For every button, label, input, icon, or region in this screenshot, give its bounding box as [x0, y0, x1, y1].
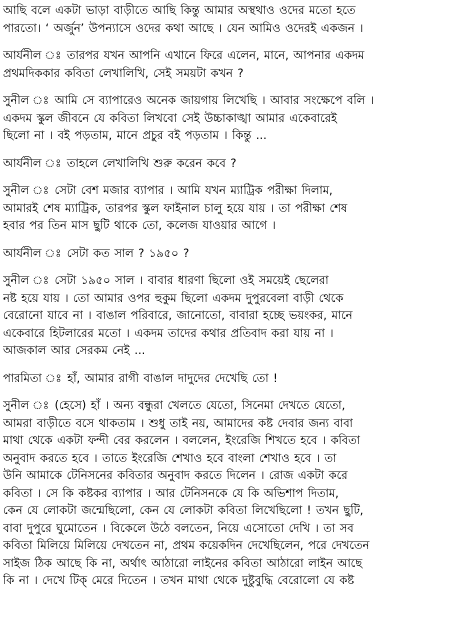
text-line: সুনীল ঃ আমি সে ব্যাপারেও অনেক জায়গায় লিখেছি । আবার সংক্ষেপে বলি ।: [3, 93, 374, 107]
paragraph-continuation: [3, 2, 453, 37]
text-line: একদম স্কুল জীবনে যে কবিতা লিখবো সেই উচ্চাকাঙ্খা আমার একেবারেই: [3, 110, 337, 125]
paragraph-answer: [3, 92, 453, 145]
text-line: প্রথমদিককার কবিতা লেখালিখি, সেই সময়টা কখন ?: [3, 65, 244, 80]
paragraph-answer: [3, 397, 453, 590]
text-line: আজকাল আর সেরকম নেই ...: [3, 343, 146, 357]
text-line: সুনীল ঃ সেটা বেশ মজার ব্যাপার । আমি যখন ম্যাট্রিক পরীক্ষা দিলাম,: [3, 183, 333, 197]
document-page: [3, 2, 453, 600]
paragraph-answer: [3, 272, 453, 360]
text-line: সুনীল ঃ সেটা ১৯৫০ সাল । বাবার ধারণা ছিলো ওই সময়েই ছেলেরা: [3, 273, 329, 287]
text-line: আমরা বাড়ীতে বসে থাকতাম । শুধু তাই নয়, আমাদের কষ্ট দেবার জন্য বাবা: [3, 415, 353, 430]
text-line: বাবা দুপুরে ঘুমোতেন । বিকেলে উঠে বলতেন, নিয়ে এসোতো দেখি । তা সব: [3, 520, 354, 535]
text-line: আর্যনীল ঃ সেটা কত সাল ? ১৯৫০ ?: [3, 245, 190, 260]
text-line: কেন যে লোকটা জন্মেছিলো, কেন যে লোকটা কবিতা লিখেছিলো ! তখন ছুটি,: [3, 503, 364, 517]
text-line: আমারই শেষ ম্যাট্রিক, তারপর স্কুল ফাইনাল চালু হয়ে যায় । তা পরীক্ষা শেষ: [3, 200, 348, 215]
text-line: হবার পর তিন মাস ছুটি থাকে তো, কলেজ যাওয়ার আগে ।: [3, 218, 276, 232]
text-line: বেরোনো যাবে না । বাঙাল পরিবারে, জানোতো, বাবারা হচ্ছে ভয়ংকর, মানে: [3, 308, 353, 322]
text-line: সাইজ ঠিক আছে কি না, অর্থাৎ আঠারো লাইনের কবিতা আঠারো লাইন আছে: [3, 555, 363, 570]
text-line: আর্যনীল ঃ তাহলে লেখালিখি শুরু করেন কবে ?: [3, 155, 237, 170]
text-line: একেবারে হিটলারের মতো । একদম তাদের কথার প্রতিবাদ করা যায় না ।: [3, 325, 334, 340]
paragraph-question: [3, 47, 453, 82]
paragraph-question: [3, 155, 453, 173]
paragraph-comment: [3, 370, 453, 388]
paragraph-answer: [3, 182, 453, 235]
text-line: কবিতা মিলিয়ে মিলিয়ে দেখতেন না, প্রথম কয়েকদিন দেখেছিলেন, পরে দেখতেন: [3, 538, 370, 552]
paragraph-question: [3, 245, 453, 263]
text-line: ছিলো না । বই পড়তাম, মানে প্রচুর বই পড়তাম । কিন্তু ...: [3, 128, 267, 142]
text-line: মাথা থেকে একটা ফন্দী বের করলেন । বললেন, ইংরেজি শিখতে হবে । কবিতা: [3, 433, 360, 447]
text-line: পারমিতা ঃ হাঁ, আমার রাগী বাঙাল দাদুদের দেখেছি তো !: [3, 370, 278, 385]
text-line: কবিতা । সে কি কষ্টকর ব্যাপার । আর টেনিসনকে যে কি অভিশাপ দিতাম,: [3, 485, 339, 500]
text-line: কি না । দেখে টিক্ মেরে দিতেন । তখন মাথা থেকে দুষ্টুবুদ্ধি বেরোলো যে কষ্ট: [3, 573, 355, 587]
text-line: উনি আমাকে টেনিসনের কবিতার অনুবাদ করতে দিলেন । রোজ একটা করে: [3, 468, 348, 482]
text-line: সুনীল ঃ (হেসে) হাঁ । অন্য বন্ধুরা খেলতে যেতো, সিনেমা দেখতে যেতো,: [3, 398, 346, 412]
text-line: আছি বলে একটা ভাড়া বাড়ীতে আছি কিন্তু আমার অস্থথাও ওদের মতো হতে: [3, 3, 356, 17]
text-line: অনুবাদ করতে হবে । তাতে ইংরেজি শেখাও হবে বাংলা শেখাও হবে । তা: [3, 450, 337, 465]
text-line: নষ্ট হয়ে যায় । তো আমার ওপর হুকুম ছিলো একদম দুপুরবেলা বাড়ী থেকে: [3, 290, 344, 305]
text-line: আর্যনীল ঃ তারপর যখন আপনি এখানে ফিরে এলেন, মানে, আপনার একদম: [3, 48, 365, 62]
text-line: পারতো। ‘ অর্জুন’ উপন্যাসে ওদের কথা আছে । যেন আমিও ওদেরই একজন ।: [3, 20, 364, 35]
